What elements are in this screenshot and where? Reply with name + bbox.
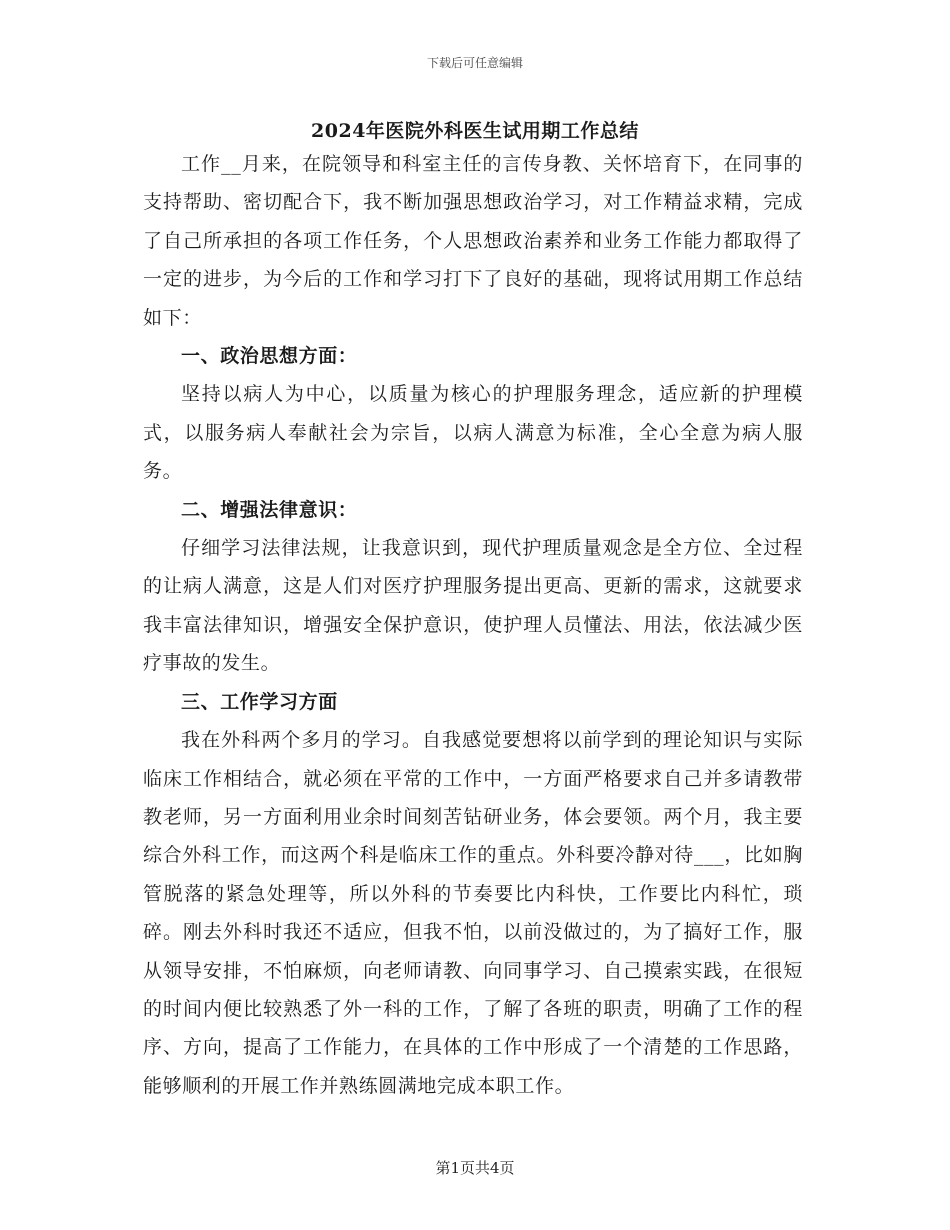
section-heading-politics: 一、政治思想方面： xyxy=(181,345,358,368)
page-number: 第1页共4页 xyxy=(435,1159,515,1177)
section-heading-law: 二、增强法律意识： xyxy=(181,498,358,521)
header-note: 下载后可任意编辑 xyxy=(426,56,523,70)
section-heading-work-study: 三、工作学习方面 xyxy=(181,690,338,713)
document-body xyxy=(143,145,803,1105)
section-body-law: 仔细学习法律法规，让我意识到，现代护理质量观念是全方位、全过程的让病人满意，这是人们对医疗护理服务提出更高、更新的需求，这就要求我丰富法律知识，增强安全保护意识，使护理人员懂法、用法，依法减少医疗事故的发生。 xyxy=(143,537,803,675)
document-title: 2024年医院外科医生试用期工作总结 xyxy=(311,120,639,142)
section-body-work-study: 我在外科两个多月的学习。自我感觉要想将以前学到的理论知识与实际临床工作相结合，就必须在平常的工作中，一方面严格要求自己并多请教带教老师，另一方面利用业余时间刻苦钻研业务，体会要领。两个月，我主要综合外科工作，而这两个科是临床工作的重点。外科要冷静对待___，比如胸管脱落的紧急处理等，所以外科的节奏要比内科快，工作要比内科忙，琐碎。刚去外科时我还不适应，但我不怕，以前没做过的，为了搞好工作，服从领导安排，不怕麻烦，向老师请教、向同事学习、自己摸索实践，在很短的时间内便比较熟悉了外一科的工作，了解了各班的职责，明确了工作的程序、方向，提高了工作能力，在具体的工作中形成了一个清楚的工作思路，能够顺利的开展工作并熟练圆满地完成本职工作。 xyxy=(143,729,803,1097)
section-body-politics: 坚持以病人为中心，以质量为核心的护理服务理念，适应新的护理模式，以服务病人奉献社会为宗旨，以病人满意为标准，全心全意为病人服务。 xyxy=(143,383,803,483)
intro-paragraph: 工作__月来，在院领导和科室主任的言传身教、关怀培育下，在同事的支持帮助、密切配合下，我不断加强思想政治学习，对工作精益求精，完成了自己所承担的各项工作任务，个人思想政治素养和业务工作能力都取得了一定的进步，为今后的工作和学习打下了良好的基础，现将试用期工作总结如下： xyxy=(143,153,803,329)
